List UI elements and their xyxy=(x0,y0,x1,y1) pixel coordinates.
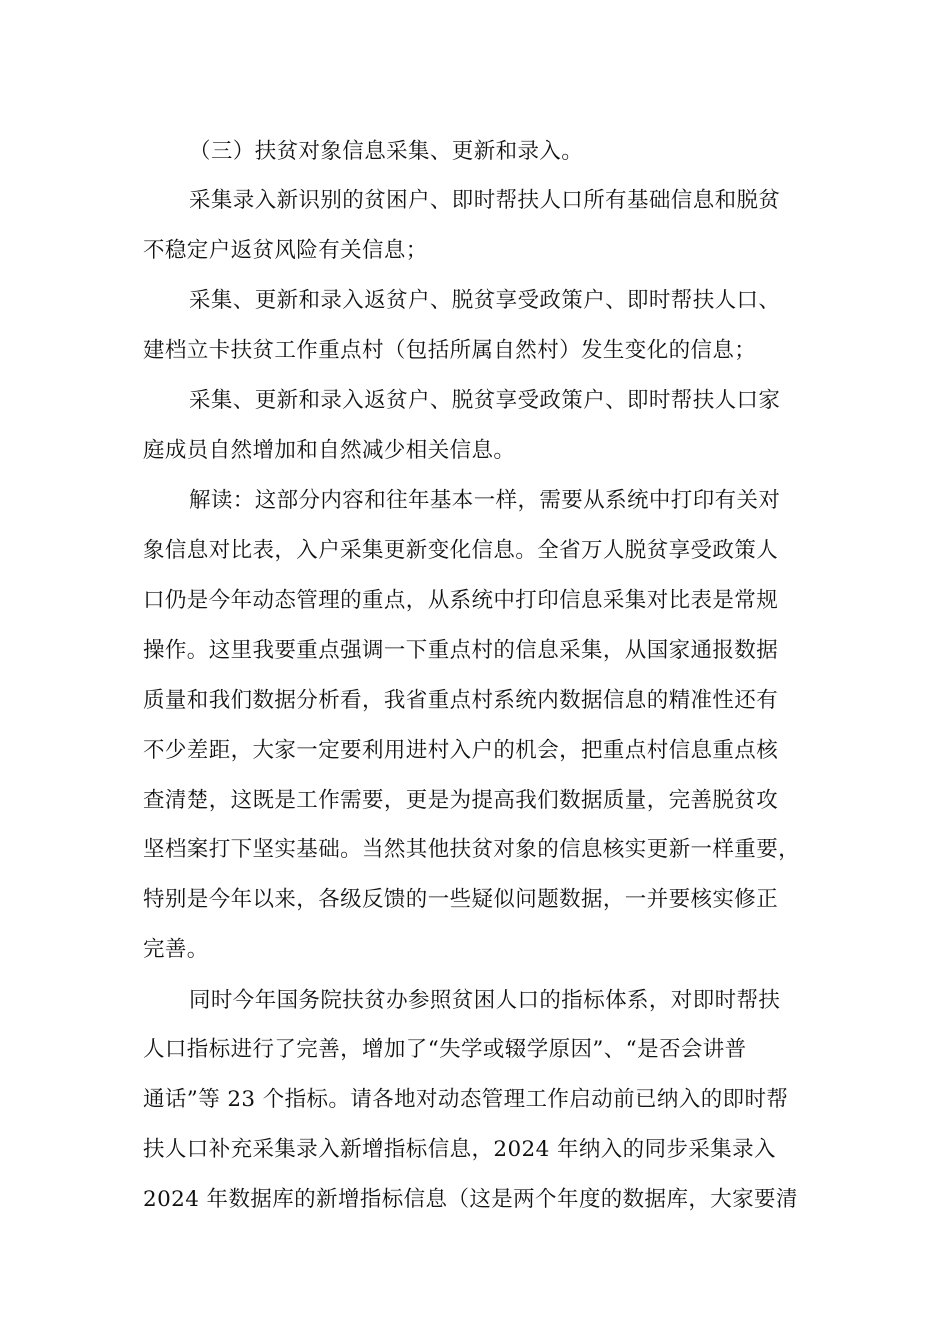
text-line: 采集、更新和录入返贫户、脱贫享受政策户、即时帮扶人口家 xyxy=(189,388,781,413)
text-line: 口仍是今年动态管理的重点，从系统中打印信息采集对比表是常规 xyxy=(143,588,779,613)
text-line: 象信息对比表，入户采集更新变化信息。全省万人脱贫享受政策人 xyxy=(143,538,779,563)
text-line: 2024 年数据库的新增指标信息（这是两个年度的数据库，大家要清 xyxy=(143,1187,798,1212)
text-line: 同时今年国务院扶贫办参照贫困人口的指标体系，对即时帮扶 xyxy=(189,988,781,1013)
text-line: 坚档案打下坚实基础。当然其他扶贫对象的信息核实更新一样重要， xyxy=(143,837,801,862)
text-line: 不稳定户返贫风险有关信息； xyxy=(143,238,428,263)
text-line: 采集录入新识别的贫困户、即时帮扶人口所有基础信息和脱贫 xyxy=(189,188,781,213)
section-heading: （三）扶贫对象信息采集、更新和录入。 xyxy=(189,139,584,164)
text-line: 操作。这里我要重点强调一下重点村的信息采集，从国家通报数据 xyxy=(143,638,779,663)
text-line: 庭成员自然增加和自然减少相关信息。 xyxy=(143,438,516,463)
text-line: 质量和我们数据分析看，我省重点村系统内数据信息的精准性还有 xyxy=(143,688,779,713)
text-line: 人口指标进行了完善，增加了“失学或辍学原因”、“是否会讲普 xyxy=(143,1037,747,1062)
text-line: 建档立卡扶贫工作重点村（包括所属自然村）发生变化的信息； xyxy=(143,338,757,363)
text-line: 通话”等 23 个指标。请各地对动态管理工作启动前已纳入的即时帮 xyxy=(143,1087,789,1112)
text-line: 解读：这部分内容和往年基本一样，需要从系统中打印有关对 xyxy=(189,488,781,513)
text-line: 特别是今年以来，各级反馈的一些疑似问题数据，一并要核实修正 xyxy=(143,887,779,912)
text-line: 采集、更新和录入返贫户、脱贫享受政策户、即时帮扶人口、 xyxy=(189,288,781,313)
text-line: 查清楚，这既是工作需要，更是为提高我们数据质量，完善脱贫攻 xyxy=(143,788,779,813)
text-line: 扶人口补充采集录入新增指标信息，2024 年纳入的同步采集录入 xyxy=(143,1137,776,1162)
text-line: 完善。 xyxy=(143,937,209,962)
text-line: 不少差距，大家一定要利用进村入户的机会，把重点村信息重点核 xyxy=(143,738,779,763)
